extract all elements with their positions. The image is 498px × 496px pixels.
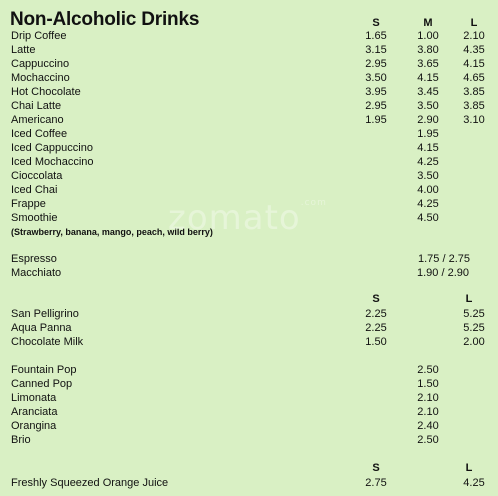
price-medium: 4.50 <box>417 212 439 224</box>
water-row <box>0 321 498 335</box>
drink-row <box>0 169 498 183</box>
water-row <box>0 335 498 349</box>
drink-name: Chocolate Milk <box>11 336 84 348</box>
price-medium: 3.80 <box>417 44 439 56</box>
drink-name: Aranciata <box>11 406 58 418</box>
juice-header-large: L <box>465 462 473 474</box>
soda-row <box>0 377 498 391</box>
menu-title: Non-Alcoholic Drinks <box>10 9 200 30</box>
drink-name: Iced Mochaccino <box>11 156 94 168</box>
price-medium: 1.00 <box>417 30 439 42</box>
water-header-small: S <box>372 293 380 305</box>
price-small: 2.25 <box>365 308 387 320</box>
juice-row <box>0 476 498 490</box>
water-row <box>0 307 498 321</box>
size-header-medium: M <box>423 17 433 29</box>
price-large: 3.10 <box>463 114 485 126</box>
drink-name: Orangina <box>11 420 57 432</box>
drink-name: Limonata <box>11 392 57 404</box>
drink-row <box>0 71 498 85</box>
price-medium: 3.50 <box>417 100 439 112</box>
price-large: 4.35 <box>463 44 485 56</box>
price-medium: 4.25 <box>417 198 439 210</box>
price-small: 3.50 <box>365 72 387 84</box>
price-large: 5.25 <box>463 322 485 334</box>
drink-name: Drip Coffee <box>11 30 67 42</box>
price: 2.10 <box>417 392 439 404</box>
zomato-watermark <box>168 198 327 238</box>
drink-name: Frappe <box>11 198 46 210</box>
drink-name: Latte <box>11 44 36 56</box>
price-medium: 4.25 <box>417 156 439 168</box>
drink-name: Iced Chai <box>11 184 58 196</box>
size-header-small: S <box>372 17 380 29</box>
price: 2.50 <box>417 364 439 376</box>
price-large: 3.85 <box>463 100 485 112</box>
smoothie-note: (Strawberry, banana, mango, peach, wild berry) <box>11 227 213 237</box>
price-large: 4.15 <box>463 58 485 70</box>
drink-row <box>0 141 498 155</box>
price-small: 3.95 <box>365 86 387 98</box>
drink-name: Canned Pop <box>11 378 73 390</box>
price-medium: 3.65 <box>417 58 439 70</box>
drink-name: Iced Coffee <box>11 128 68 140</box>
price: 2.50 <box>417 434 439 446</box>
drink-name: San Pelligrino <box>11 308 79 320</box>
price-medium: 4.15 <box>417 142 439 154</box>
drink-name: Cioccolata <box>11 170 63 182</box>
price-large: 2.10 <box>463 30 485 42</box>
price: 2.40 <box>417 420 439 432</box>
price-large: 5.25 <box>463 308 485 320</box>
drink-row <box>0 29 498 43</box>
drink-name: Espresso <box>11 253 57 265</box>
drink-name: Macchiato <box>11 267 62 279</box>
price-small: 2.25 <box>365 322 387 334</box>
price-small: 1.50 <box>365 336 387 348</box>
espresso-row <box>0 252 498 266</box>
price-medium: 4.00 <box>417 184 439 196</box>
price-small: 1.65 <box>365 30 387 42</box>
price-large: 4.65 <box>463 72 485 84</box>
drink-name: Iced Cappuccino <box>11 142 93 154</box>
drink-name: Brio <box>11 434 31 446</box>
price-large: 3.85 <box>463 86 485 98</box>
price-small: 2.95 <box>365 100 387 112</box>
drink-name: Smoothie <box>11 212 58 224</box>
water-header-large: L <box>465 293 473 305</box>
drink-name: Americano <box>11 114 64 126</box>
drink-row <box>0 183 498 197</box>
drink-name: Fountain Pop <box>11 364 77 376</box>
watermark-text: zomato <box>168 198 301 238</box>
price-medium: 4.15 <box>417 72 439 84</box>
price-small: 1.95 <box>365 114 387 126</box>
soda-row <box>0 405 498 419</box>
drink-row <box>0 113 498 127</box>
drink-name: Aqua Panna <box>11 322 72 334</box>
drink-row <box>0 43 498 57</box>
drink-row <box>0 155 498 169</box>
price-small: 3.15 <box>365 44 387 56</box>
juice-header-small: S <box>372 462 380 474</box>
price-pair: 1.75 / 2.75 <box>418 253 470 265</box>
price-medium: 3.45 <box>417 86 439 98</box>
price-medium: 1.95 <box>417 128 439 140</box>
drink-name: Mochaccino <box>11 72 70 84</box>
drink-row <box>0 85 498 99</box>
price-large: 4.25 <box>463 477 485 489</box>
price: 1.50 <box>417 378 439 390</box>
soda-row <box>0 391 498 405</box>
drink-name: Freshly Squeezed Orange Juice <box>11 477 169 489</box>
price-large: 2.00 <box>463 336 485 348</box>
soda-row <box>0 433 498 447</box>
drink-name: Chai Latte <box>11 100 62 112</box>
espresso-row <box>0 266 498 280</box>
size-header-large: L <box>470 17 478 29</box>
price-small: 2.95 <box>365 58 387 70</box>
price: 2.10 <box>417 406 439 418</box>
price-medium: 2.90 <box>417 114 439 126</box>
price-small: 2.75 <box>365 477 387 489</box>
soda-row <box>0 419 498 433</box>
drink-name: Hot Chocolate <box>11 86 81 98</box>
soda-row <box>0 363 498 377</box>
watermark-suffix: .com <box>300 198 327 208</box>
drink-row <box>0 99 498 113</box>
price-pair: 1.90 / 2.90 <box>417 267 469 279</box>
drink-name: Cappuccino <box>11 58 70 70</box>
price-medium: 3.50 <box>417 170 439 182</box>
drink-row <box>0 57 498 71</box>
drink-row <box>0 127 498 141</box>
